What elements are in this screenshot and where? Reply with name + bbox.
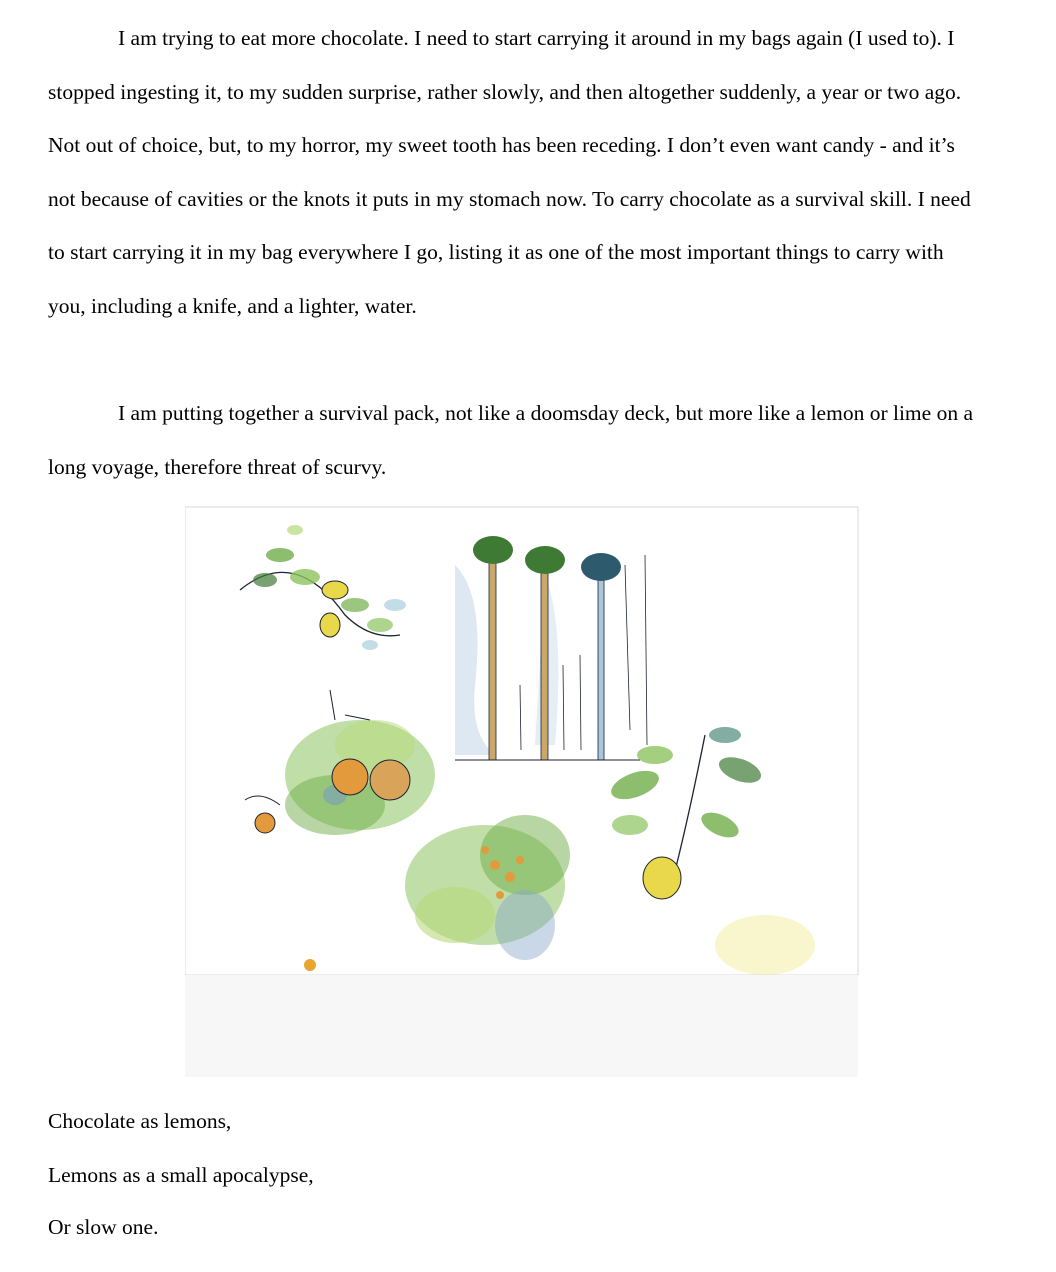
poem-line-2: Lemons as a small apocalypse, bbox=[48, 1163, 314, 1187]
poem-line-1: Chocolate as lemons, bbox=[48, 1109, 232, 1133]
paragraph-survival-pack bbox=[48, 387, 973, 494]
paragraph-chocolate bbox=[48, 12, 973, 334]
scan-shadow bbox=[185, 975, 858, 1077]
watercolor-illustration bbox=[185, 505, 860, 1077]
paragraph-text: I am trying to eat more chocolate. I need to start carrying it around in my bags again (I used to). I stopped ingesting it, to my sudden surprise, rather slowly, and then altogether suddenly, a year or two ago. Not out of choice, but, to my horror, my sweet tooth has been receding. I don’t even want candy - and it’s not because of cavities or the knots it puts in my stomach now. To carry chocolate as a survival skill. I need to start carrying it in my bag everywhere I go, listing it as one of the most important things to carry with you, including a knife, and a lighter, water. bbox=[48, 26, 971, 318]
poem-line-3: Or slow one. bbox=[48, 1215, 159, 1239]
paragraph-text: I am putting together a survival pack, not like a doomsday deck, but more like a lemon or lime on a long voyage, therefore threat of scurvy. bbox=[48, 401, 973, 479]
